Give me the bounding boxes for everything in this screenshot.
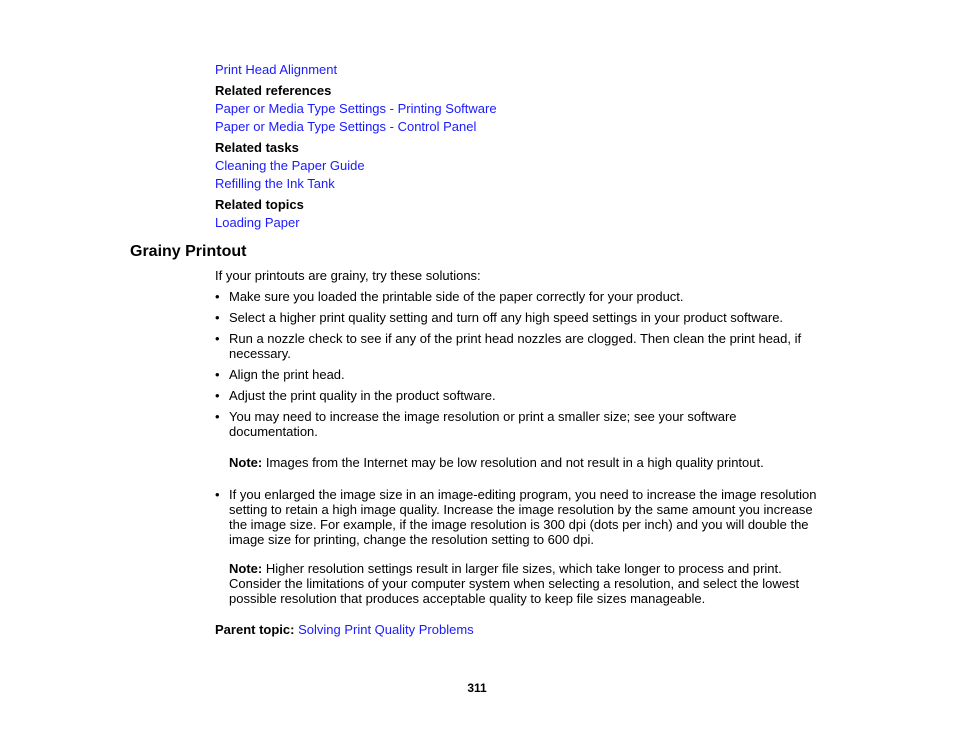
note [229,455,829,470]
list-item-text: Select a higher print quality setting and turn off any high speed settings in your product software. [229,310,784,325]
note-text: Higher resolution settings result in larger file sizes, which take longer to process and print. Consider the limitations of your computer system when selecting a resolution, and select the lowest possible resolution that produces acceptable quality to keep file sizes manageable. [229,561,800,606]
bullet-marker: • [215,367,220,382]
note [229,561,829,606]
parent-topic-label: Parent topic: [215,622,295,637]
list-item-text: You may need to increase the image resolution or print a smaller size; see your software documentation. [229,409,737,439]
bullet-marker: • [215,409,220,424]
bullet-marker: • [215,487,220,502]
bullet-marker: • [215,331,220,346]
list-item-text: If you enlarged the image size in an image-editing program, you need to increase the image resolution setting to retain a high image quality. Increase the image resolution by the same amount you increase the image size. For example, if the image resolution is 300 dpi (dots per inch) and you will double the image size for printing, change the resolution setting to 600 dpi. [229,487,817,547]
list-item-text: Align the print head. [229,367,345,382]
link-cleaning-paper-guide[interactable]: Cleaning the Paper Guide [215,158,365,173]
bullet-marker: • [215,289,220,304]
link-print-head-alignment[interactable]: Print Head Alignment [215,62,338,77]
link-solving-print-quality-problems[interactable]: Solving Print Quality Problems [298,622,474,637]
note-label: Note: [229,561,263,576]
link-media-type-control-panel[interactable]: Paper or Media Type Settings - Control Panel [215,119,477,134]
section-title: Grainy Printout [130,243,247,260]
bullet-marker: • [215,388,220,403]
related-references-heading: Related references [215,83,332,98]
list-item-text: Make sure you loaded the printable side of the paper correctly for your product. [229,289,684,304]
link-media-type-printing-software[interactable]: Paper or Media Type Settings - Printing Software [215,101,497,116]
related-topics-heading: Related topics [215,197,304,212]
page-number: 311 [467,681,487,695]
bullet-marker: • [215,310,220,325]
link-refilling-ink-tank[interactable]: Refilling the Ink Tank [215,176,335,191]
list-item-text: Adjust the print quality in the product software. [229,388,496,403]
parent-topic [215,622,474,637]
list-item-text: Run a nozzle check to see if any of the print head nozzles are clogged. Then clean the print head, if necessary. [229,331,802,361]
note-label: Note: [229,455,263,470]
related-tasks-heading: Related tasks [215,140,299,155]
note-text: Images from the Internet may be low resolution and not result in a high quality printout. [262,455,764,470]
section-intro: If your printouts are grainy, try these solutions: [215,268,481,283]
link-loading-paper[interactable]: Loading Paper [215,215,300,230]
